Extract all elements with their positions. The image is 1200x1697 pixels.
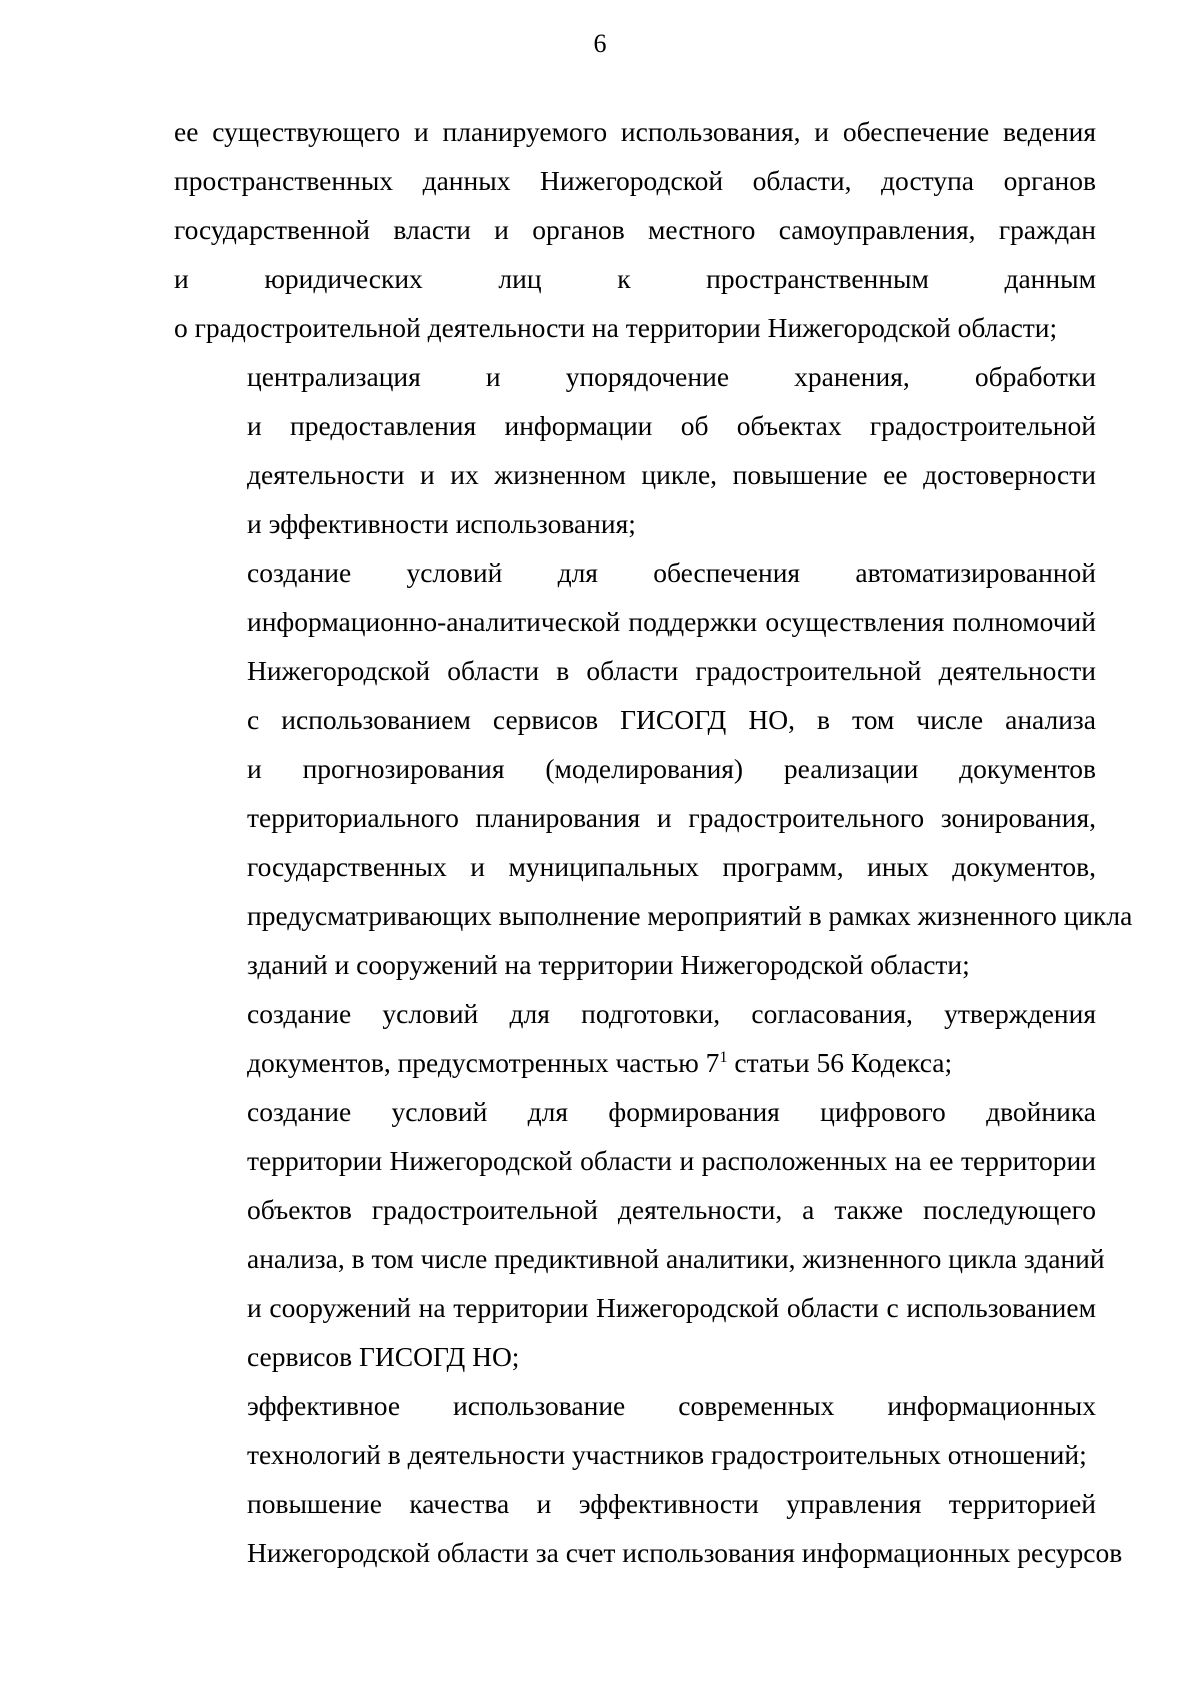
text-line: и юридических лиц к пространственным данным bbox=[174, 263, 1096, 294]
paragraph-2 bbox=[174, 352, 1096, 548]
text-line: предусматривающих выполнение мероприятий в рамках жизненного цикла bbox=[247, 900, 1133, 931]
text-line: создание условий для подготовки, согласования, утверждения bbox=[247, 998, 1096, 1029]
text-line: государственной власти и органов местного самоуправления, граждан bbox=[174, 214, 1096, 245]
text-line: территориального планирования и градостроительного зонирования, bbox=[247, 802, 1096, 833]
text-line: о градостроительной деятельности на территории Нижегородской области; bbox=[174, 312, 1058, 343]
text-line: и предоставления информации об объектах градостроительной bbox=[247, 410, 1096, 441]
text-line: эффективное использование современных информационных bbox=[247, 1390, 1096, 1421]
text-line: и эффективности использования; bbox=[247, 508, 636, 539]
text-line: с использованием сервисов ГИСОГД НО, в том числе анализа bbox=[247, 704, 1096, 735]
paragraph-4 bbox=[174, 989, 1096, 1087]
text-line: Нижегородской области в области градостроительной деятельности bbox=[247, 655, 1096, 686]
text-line: информационно-аналитической поддержки осуществления полномочий bbox=[247, 606, 1096, 637]
text-fragment: документов, предусмотренных частью 7 bbox=[247, 1047, 720, 1078]
paragraph-7 bbox=[174, 1479, 1123, 1577]
text-line: государственных и муниципальных программ, иных документов, bbox=[247, 851, 1096, 882]
text-line: территории Нижегородской области и расположенных на ее территории bbox=[247, 1145, 1096, 1176]
paragraph-3 bbox=[174, 548, 1133, 989]
paragraph-6 bbox=[174, 1381, 1096, 1479]
paragraph-5 bbox=[174, 1087, 1105, 1381]
paragraph-1 bbox=[174, 107, 1096, 352]
text-line: централизация и упорядочение хранения, обработки bbox=[247, 361, 1096, 392]
text-line: повышение качества и эффективности управления территорией bbox=[247, 1488, 1096, 1519]
text-line: зданий и сооружений на территории Нижегородской области; bbox=[247, 949, 970, 980]
text-line: и прогнозирования (моделирования) реализации документов bbox=[247, 753, 1096, 784]
text-line: объектов градостроительной деятельности, а также последующего bbox=[247, 1194, 1096, 1225]
page-number: 6 bbox=[593, 29, 607, 58]
text-line: создание условий для формирования цифрового двойника bbox=[247, 1096, 1096, 1127]
text-line: анализа, в том числе предиктивной аналитики, жизненного цикла зданий bbox=[247, 1243, 1105, 1274]
text-line: сервисов ГИСОГД НО; bbox=[247, 1341, 520, 1372]
text-line: Нижегородской области за счет использования информационных ресурсов bbox=[247, 1537, 1123, 1568]
superscript: 1 bbox=[719, 1048, 728, 1066]
text-line: технологий в деятельности участников градостроительных отношений; bbox=[247, 1439, 1087, 1470]
text-line: пространственных данных Нижегородской области, доступа органов bbox=[174, 165, 1096, 196]
text-fragment: статьи 56 Кодекса; bbox=[727, 1047, 953, 1078]
text-line-with-footnote bbox=[174, 1038, 1096, 1087]
text-line: деятельности и их жизненном цикле, повышение ее достоверности bbox=[247, 459, 1096, 490]
text-line: ее существующего и планируемого использования, и обеспечение ведения bbox=[174, 116, 1096, 147]
text-line: и сооружений на территории Нижегородской области с использованием bbox=[247, 1292, 1096, 1323]
document-body bbox=[174, 107, 1133, 1577]
text-line: создание условий для обеспечения автоматизированной bbox=[247, 557, 1096, 588]
